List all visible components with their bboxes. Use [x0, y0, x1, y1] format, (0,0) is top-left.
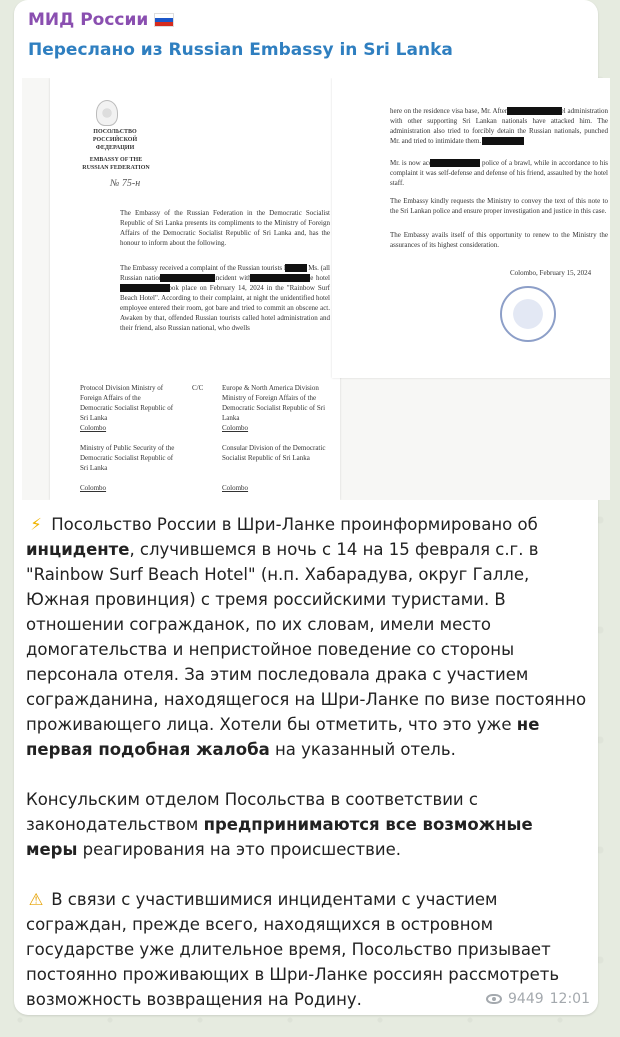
doc-paragraph-2: The Embassy received a complaint of the Russian tourists Ms. and Ms. (all Russian nationals) regarding an incident with harassment from the hotel employees that took place on February 14, 2024 in the "Rainbow Surf Beach Hotel". According to their complaint, at night the unidentified hotel employee entered their room, got bare and tried to commit an obscene act. Awaken by that, offended Russian tourists called hotel administration and their friend, also Russian national, who dwells — [120, 263, 330, 373]
address-city: Colombo — [80, 483, 106, 493]
doc-place-date: Colombo, February 15, 2024 — [510, 268, 591, 278]
sender-name[interactable]: МИД России — [28, 10, 453, 30]
address-city: Colombo — [222, 483, 248, 493]
message-meta — [486, 991, 590, 1007]
redaction-bar — [482, 137, 524, 145]
address-consular-division: Consular Division of the Democratic Socialist Republic of Sri Lanka — [222, 443, 334, 463]
address-city: Colombo — [222, 423, 248, 433]
lightning-icon: ⚡ — [26, 512, 46, 537]
view-count: 9449 — [508, 991, 544, 1007]
russia-flag-icon — [154, 13, 174, 27]
message-header — [28, 10, 453, 60]
address-europe-division: Europe & North America Division Ministry of Foreign Affairs of the Democratic Socialist Republic of Sri Lanka — [222, 383, 334, 423]
attached-document-image[interactable] — [22, 78, 610, 500]
doc-heading-ru: ПОСОЛЬСТВО РОССИЙСКОЙ ФЕДЕРАЦИИ — [80, 128, 150, 152]
redaction-bar — [160, 274, 215, 282]
message-paragraph-2: Консульским отделом Посольства в соответствии с законодательством предпринимаются все возможные меры реагирования на это происшествие. — [26, 787, 588, 862]
embassy-seal-icon — [500, 286, 556, 342]
redaction-bar — [120, 284, 170, 292]
redaction-bar — [430, 159, 480, 167]
address-city: Colombo — [80, 423, 106, 433]
message-paragraph-3: ⚠ В связи с участившимися инцидентами с участием сограждан, прежде всего, находящихся в островном государстве уже длительное время, Посольство призывает постоянно проживающих в Шри-Ланке россиян рассмотреть возможность возвращения на Родину. — [26, 887, 588, 1012]
coat-of-arms-icon — [96, 100, 118, 126]
redaction-bar — [250, 274, 310, 282]
address-protocol-division: Protocol Division Ministry of Foreign Affairs of the Democratic Socialist Republic of Sri Lanka — [80, 383, 175, 423]
document-page-1 — [50, 78, 340, 500]
doc-heading-en: EMBASSY OF THE RUSSIAN FEDERATION — [76, 156, 156, 172]
message-time: 12:01 — [550, 991, 590, 1007]
message-text — [26, 512, 588, 1037]
forwarded-from-link[interactable]: Переслано из Russian Embassy in Sri Lanka — [28, 40, 453, 60]
doc-page2-paragraph-1: here on the residence visa base, Mr. After his arrival, the hotel administration with other supporting Sri Lankan nationals have attacked him. The administration also tried to forcibly detain the Russian nationals, punched Mr. and tried to intimidate them. — [390, 106, 608, 146]
doc-page2-paragraph-2: Mr. is now accused by the local police of a brawl, while in accordance to his complaint it was self-defense and defense of his friend, assaulted by the hotel staff. — [390, 158, 608, 188]
address-public-security: Ministry of Public Security of the Democratic Socialist Republic of Sri Lanka — [80, 443, 175, 473]
doc-page2-paragraph-4: The Embassy avails itself of this opportunity to renew to the Ministry the assurances of its highest consideration. — [390, 230, 608, 250]
document-page-2 — [332, 78, 610, 378]
redaction-bar — [507, 107, 562, 115]
warning-icon: ⚠ — [26, 887, 46, 912]
redaction-bar — [285, 264, 307, 272]
doc-number: № 75-н — [110, 178, 140, 189]
doc-paragraph-1: The Embassy of the Russian Federation in the Democratic Socialist Republic of Sri Lanka presents its compliments to the Ministry of Foreign Affairs of the Democratic Socialist Republic of Sri Lanka and, has the honour to inform about the following. — [120, 208, 330, 248]
doc-page2-paragraph-3: The Embassy kindly requests the Ministry to convey the text of this note to the Sri Lankan police and ensure proper investigation and justice in this case. — [390, 196, 608, 216]
eye-icon — [486, 994, 502, 1004]
message-paragraph-1: ⚡ Посольство России в Шри-Ланке проинформировано об инциденте, случившемся в ночь с 14 на 15 февраля с.г. в "Rainbow Surf Beach Hotel" (н.п. Хабарадува, округ Галле, Южная провинция) с тремя российскими туристами. В отношении сограждaнок, по их словам, имели место домогательства и непристойное поведение со стороны персонала отеля. За этим последовала драка с участием сограждaнина, находящегося на Шри-Ланке по визе постоянно проживающего лица. Хотели бы отметить, что это уже не первая подобная жалоба на указанный отель. — [26, 512, 588, 762]
copy-marker: C/C — [192, 383, 203, 393]
